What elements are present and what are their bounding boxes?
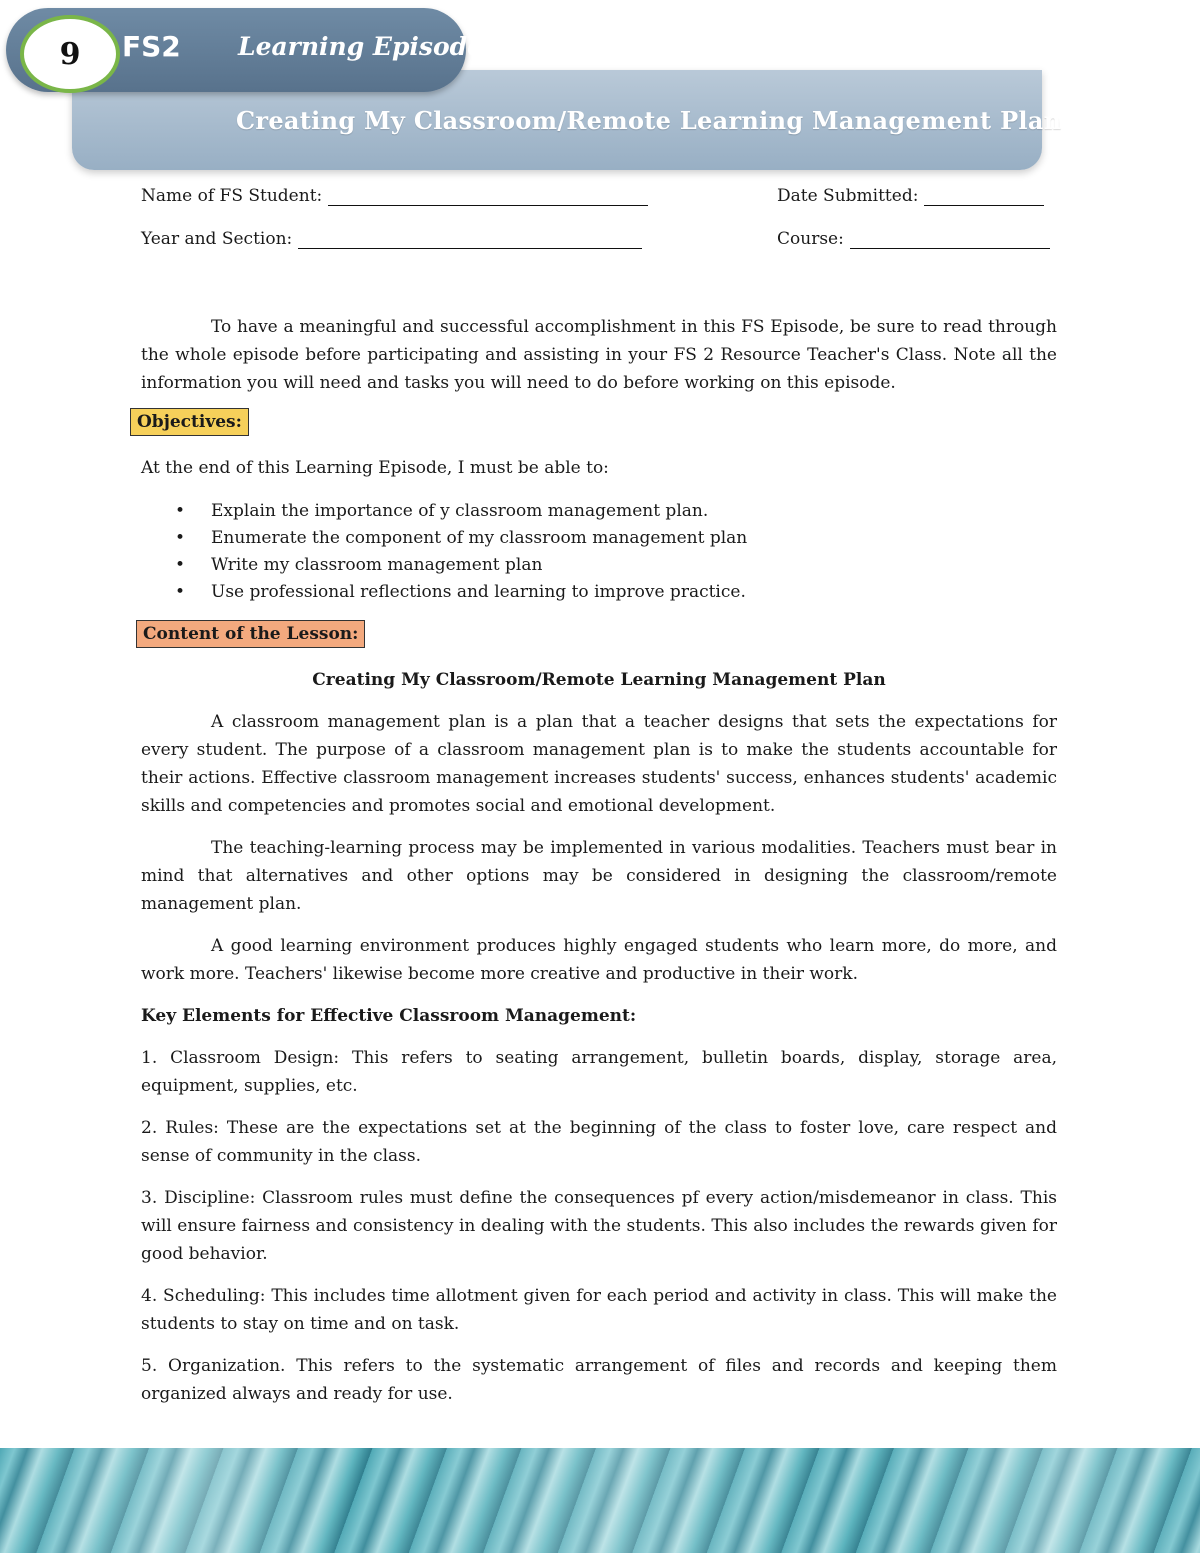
key-element-item: 2. Rules: These are the expectations set at the beginning of the class to foster love, care respect and sense of community in the class. — [141, 1118, 1057, 1166]
key-element-item: 1. Classroom Design: This refers to seating arrangement, bulletin boards, display, storage area, equipment, supplies, etc. — [141, 1048, 1057, 1096]
list-item: • Use professional reflections and learning to improve practice. — [141, 579, 1057, 606]
key-element-item: 4. Scheduling: This includes time allotment given for each period and activity in class. This will make the students to stay on time and on task. — [141, 1286, 1057, 1334]
key-element-item: 3. Discipline: Classroom rules must define the consequences pf every action/misdemeanor in class. This will ensure fairness and consistency in dealing with the students. This also includes the rewards given for good behavior. — [141, 1188, 1057, 1264]
name-field[interactable] — [141, 186, 648, 206]
objectives-heading: Objectives: — [130, 408, 249, 436]
list-item: • Enumerate the component of my classroom management plan — [141, 525, 1057, 552]
objectives-section — [141, 454, 1057, 482]
date-label: Date Submitted: — [777, 186, 919, 206]
intro-section — [141, 313, 1057, 397]
lesson-paragraph: A good learning environment produces highly engaged students who learn more, do more, and work more. Teachers' likewise become more creative and productive in their work. — [141, 936, 1057, 984]
name-blank[interactable] — [328, 189, 648, 206]
date-field[interactable] — [777, 186, 1044, 206]
objectives-list — [141, 498, 1057, 606]
episode-number-badge — [20, 15, 120, 93]
lesson-paragraph: A classroom management plan is a plan that a teacher designs that sets the expectations for every student. The purpose of a classroom management plan is to make the students accountable for their actions. Effective classroom management increases students' success, enhances students' academic skills and competencies and promotes social and emotional development. — [141, 712, 1057, 816]
key-element-item: 5. Organization. This refers to the systematic arrangement of files and records and keeping them organized always and ready for use. — [141, 1356, 1057, 1404]
intro-paragraph: To have a meaningful and successful accomplishment in this FS Episode, be sure to read through the whole episode before participating and assisting in your FS 2 Resource Teacher's Class. Note all the information you will need and tasks you will need to do before working on this episode. — [141, 317, 1057, 393]
key-elements-heading: Key Elements for Effective Classroom Management: — [141, 1006, 637, 1026]
lesson-paragraph: The teaching-learning process may be implemented in various modalities. Teachers must bear in mind that alternatives and other options may be considered in designing the classroom/remote management plan. — [141, 838, 1057, 914]
episode-number: 9 — [59, 36, 81, 72]
page-title: Creating My Classroom/Remote Learning Management Plan — [236, 106, 1062, 135]
year-section-field[interactable] — [141, 229, 642, 249]
date-blank[interactable] — [924, 189, 1044, 206]
objectives-lead: At the end of this Learning Episode, I must be able to: — [141, 458, 609, 478]
lesson-title: Creating My Classroom/Remote Learning Management Plan — [312, 670, 886, 690]
lesson-body — [141, 708, 1057, 1422]
course-field[interactable] — [777, 229, 1050, 249]
course-blank[interactable] — [850, 232, 1050, 249]
decorative-footer-image — [0, 1448, 1200, 1553]
name-label: Name of FS Student: — [141, 186, 323, 206]
content-heading: Content of the Lesson: — [136, 620, 365, 648]
course-label: Course: — [777, 229, 844, 249]
lesson-title-wrap — [141, 666, 1057, 694]
objectives-list-wrap — [141, 498, 1057, 606]
list-item: • Explain the importance of y classroom management plan. — [141, 498, 1057, 525]
list-item: • Write my classroom management plan — [141, 552, 1057, 579]
year-section-label: Year and Section: — [141, 229, 293, 249]
year-section-blank[interactable] — [298, 232, 642, 249]
learning-episode-label: Learning Episode — [238, 32, 484, 61]
series-label: FS2 — [122, 30, 181, 63]
